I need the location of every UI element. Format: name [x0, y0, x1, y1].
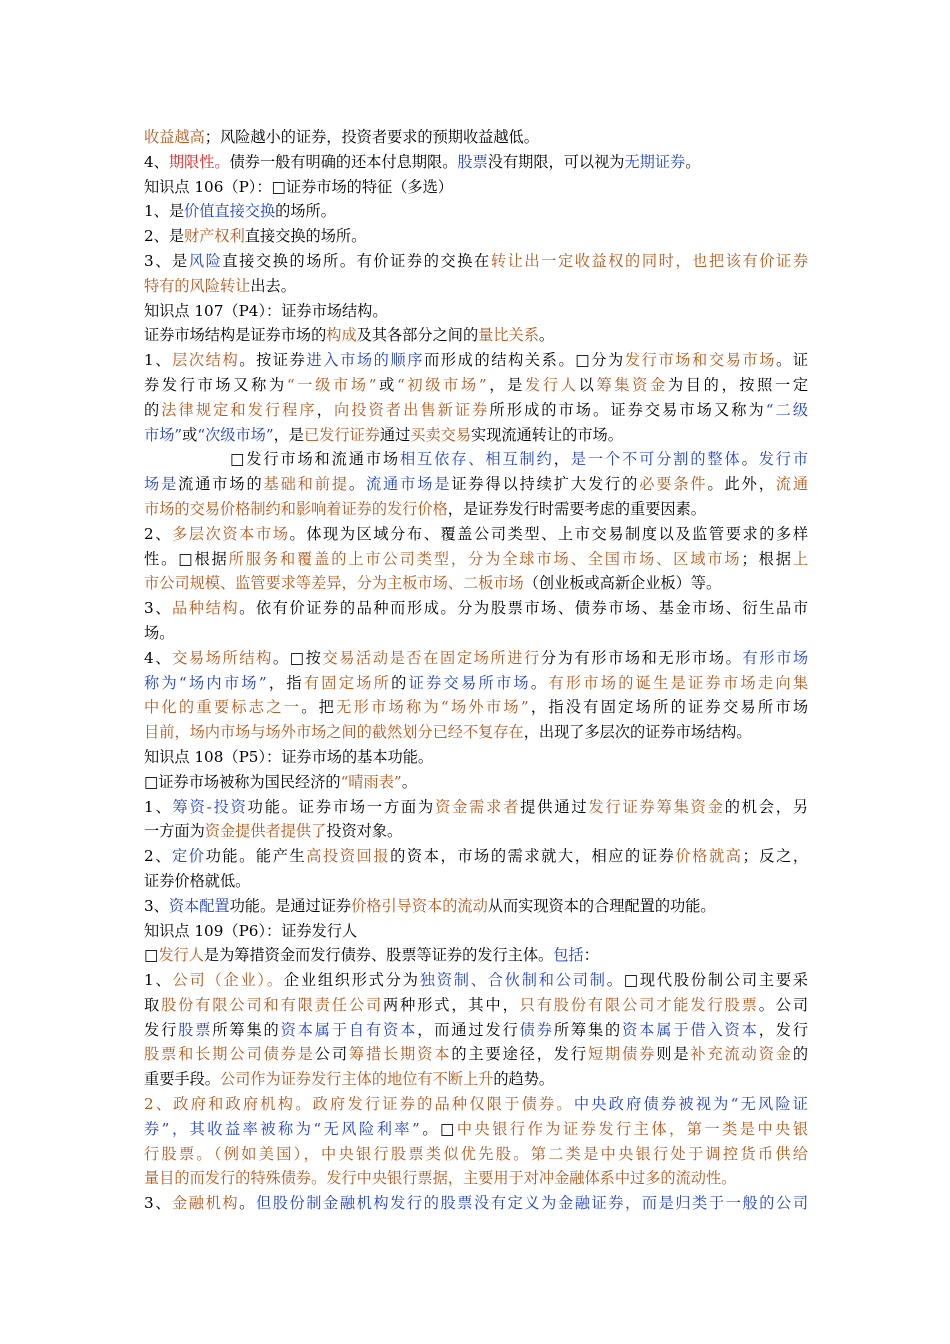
text-segment: ，是 [273, 425, 304, 444]
text-line [144, 993, 808, 1018]
text-line [144, 323, 808, 348]
text-segment: 2、政府和政府机构。政府发行证券的品种仅限于债券。 [144, 1095, 574, 1114]
text-segment: 行股票。（例如美国），中央银行股票类似优先股。第二类是中央银行处于调控货币供给 [144, 1144, 808, 1163]
text-segment: 有形市场 [742, 648, 808, 667]
text-segment: 转让出一定收益权的同时，也把该有价证券 [490, 251, 808, 270]
text-segment: 投资对象。 [326, 822, 403, 841]
text-segment: 公司（企业）。 [172, 971, 284, 990]
text-segment: 。此外， [707, 475, 776, 494]
text-segment: 构成 [326, 326, 357, 345]
text-segment: 知识点 108（P5）：证券市场的基本功能。 [144, 747, 434, 766]
text-segment: 功能。是通过证券 [229, 896, 352, 915]
text-line [144, 571, 808, 596]
text-segment: 交易场所结构 [172, 648, 273, 667]
text-segment: 出去。 [250, 276, 296, 295]
text-line [144, 646, 808, 671]
text-segment: ， [316, 400, 334, 419]
text-segment: 4、 [144, 648, 173, 667]
text-segment: 通过 [379, 425, 411, 444]
text-line [144, 1191, 808, 1216]
text-segment: 发行市场和交易市场 [624, 351, 777, 370]
text-segment: 量目的而发行的特殊债券。发行中央银行票据，主要用于对冲金融体系中过多的流动性。 [144, 1169, 737, 1188]
text-segment: 。 [685, 152, 701, 171]
text-line [144, 1117, 808, 1142]
text-segment: 知识点 107（P4）：证券市场结构。 [144, 301, 388, 320]
text-segment: 。 [538, 326, 555, 345]
text-segment: 功能。证券市场一方面为 [247, 797, 436, 816]
text-segment: 。 [401, 772, 417, 791]
text-segment: ，指没有固定场所的证券交易所市场 [528, 698, 808, 717]
text-segment: 向投资者出售新证券 [334, 400, 490, 419]
text-segment: 。 [530, 673, 549, 692]
text-segment: 1、是 [144, 202, 185, 221]
text-segment: 价值直接交换 [184, 202, 276, 221]
text-segment: “一级市场” [286, 375, 377, 394]
text-line [144, 795, 808, 820]
text-line [144, 968, 808, 993]
text-segment: 股票和长期公司债券是 [144, 1045, 315, 1064]
text-segment: 。把 [301, 698, 337, 717]
text-segment: ；反之， [742, 847, 808, 866]
text-line [144, 596, 808, 621]
text-segment: 直接交换的场所。 [244, 227, 367, 246]
text-segment: 市场的交易价格制约和影响着证券的发行价格 [144, 499, 448, 518]
text-segment: 筹集资金 [596, 375, 668, 394]
text-segment: 资金提供者提供了 [204, 822, 327, 841]
text-segment: 公司作为证券发行主体的地位有不断上升 [219, 1070, 494, 1089]
text-segment: 的 [391, 673, 409, 692]
text-segment: 中化的重要标志之一 [144, 698, 302, 717]
text-line [144, 348, 808, 373]
text-segment: 但股份制金融机构发行的股票没有定义为金融证券，而是归类于一般的公司 [255, 1194, 808, 1213]
text-segment: 定价 [172, 847, 206, 866]
text-segment: 金融机构 [172, 1194, 240, 1213]
text-segment: 发行人 [158, 946, 204, 965]
text-segment: 补充流动资金 [690, 1045, 793, 1064]
text-segment: 中央政府债券被视为“无风险证 [573, 1095, 808, 1114]
text-segment: 买卖交易 [410, 425, 472, 444]
text-segment: 债券 [519, 1020, 554, 1039]
text-segment: ；根据 [741, 549, 793, 568]
text-segment: 发行 [144, 1020, 179, 1039]
text-line [144, 1166, 808, 1191]
text-line [144, 224, 808, 249]
text-segment: 已发行证券 [303, 425, 380, 444]
text-segment: 取 [144, 995, 162, 1014]
text-segment: 收益越高 [144, 128, 205, 146]
text-line [144, 943, 808, 968]
text-segment: □发行市场和流通市场 [230, 450, 400, 469]
text-segment: □证券市场被称为国民经济的 [144, 772, 341, 791]
text-segment: 场是 [144, 475, 179, 494]
text-segment: 期限性。 [168, 152, 230, 171]
text-segment: 券”，其收益率被称为“无风险利率” [144, 1119, 420, 1138]
text-line [144, 373, 808, 398]
text-segment: 1、 [144, 971, 173, 990]
text-segment: 有形市场的诞生是证券市场走向集 [548, 673, 808, 692]
text-line [144, 1142, 808, 1167]
text-segment: 发行人 [525, 375, 579, 394]
text-segment: 筹措长期资本 [348, 1045, 452, 1064]
text-segment: 2、 [144, 847, 173, 866]
text-line [144, 472, 808, 497]
text-segment: 所筹集的 [212, 1020, 281, 1039]
text-segment: 功能。能产生 [205, 847, 307, 866]
text-segment: 量比关系 [478, 326, 539, 345]
text-segment: 流通市场的 [178, 475, 264, 494]
text-segment: □ [144, 946, 159, 965]
text-segment: 实现流通转让的市场。 [471, 425, 623, 444]
text-segment: 证券交易所市场 [408, 673, 531, 692]
text-segment: 3、是 [144, 251, 189, 270]
text-segment: 。□按 [272, 648, 323, 667]
text-segment: 目前，场内市场与场外市场之间的截然划分已经不复存在 [144, 723, 524, 742]
text-segment: 。 [741, 450, 759, 469]
text-line [144, 125, 808, 150]
text-segment: 一方面为 [144, 822, 205, 841]
text-segment: 必要条件 [639, 475, 708, 494]
text-line [144, 869, 808, 894]
text-segment: 有固定场所 [303, 673, 392, 692]
text-segment: 基础和前提 [263, 475, 349, 494]
text-line [144, 497, 808, 522]
text-line [144, 175, 808, 200]
text-segment: 。 [239, 1194, 256, 1213]
text-segment: 2、 [144, 524, 173, 543]
text-line [144, 844, 808, 869]
text-line [144, 274, 808, 299]
text-segment: 中央银行作为证券发行主体，第一类是中央银 [456, 1119, 808, 1138]
text-segment: 。按证券 [239, 351, 307, 370]
text-segment: 所服务和覆盖的上市公司类型，分为全球市场、全国市场、区域市场 [228, 549, 742, 568]
text-segment: 市公司规模、监管要求等差异，分为主板市场、二板市场 [144, 574, 524, 593]
text-segment: 是为筹措资金而发行债券、股票等证券的发行主体。 [203, 946, 554, 965]
text-segment: 的趋势。 [493, 1070, 555, 1089]
text-segment: 品种结构 [172, 599, 240, 618]
text-line [144, 547, 808, 572]
text-segment: 的资本，市场的需求就大，相应的证券 [390, 847, 676, 866]
text-segment: 法律规定和发行程序 [161, 400, 317, 419]
text-segment: 的 [792, 1045, 808, 1064]
text-segment: 知识点 106（P）：□证券市场的特征（多选） [144, 177, 453, 196]
text-segment: 称为“场内市场” [144, 673, 267, 692]
text-segment: ，是 [486, 375, 526, 394]
text-segment: 。证 [776, 351, 808, 370]
text-line [144, 720, 808, 745]
text-segment: 包括 [553, 946, 584, 965]
text-segment: 价格就高 [675, 847, 743, 866]
text-segment: 特有的风险转让 [144, 276, 251, 295]
text-segment: 3、 [144, 1194, 173, 1213]
text-segment: 重要手段。 [144, 1070, 220, 1089]
text-line [144, 621, 808, 646]
text-segment: 分为有形市场和无形市场。 [540, 648, 743, 667]
text-segment: 两种形式，其中， [383, 995, 520, 1014]
text-line [144, 150, 808, 175]
text-segment: 4、 [144, 152, 169, 171]
text-segment: 及其各部分之间的 [356, 326, 479, 345]
text-segment: 市场” [144, 425, 183, 444]
text-line [144, 1092, 808, 1117]
text-segment: 从而实现资本的合理配置的功能。 [487, 896, 716, 915]
text-segment: 流通 [775, 475, 808, 494]
text-segment: 进入市场的顺序 [306, 351, 425, 370]
text-segment: 股票 [178, 1020, 213, 1039]
text-segment: 发行证券筹集资金 [588, 797, 725, 816]
text-segment: 。 [348, 475, 366, 494]
text-segment: 或 [182, 425, 198, 444]
text-segment: 相互依存、相互制约 [399, 450, 554, 469]
text-segment: 的 [144, 400, 162, 419]
text-segment: 而形成的结构关系。□分为 [424, 351, 625, 370]
text-line [144, 423, 808, 448]
text-segment: 或 [376, 375, 397, 394]
text-line [144, 447, 808, 472]
text-segment: 则是 [656, 1045, 691, 1064]
text-segment: 资金需求者 [435, 797, 521, 816]
text-line [144, 894, 808, 919]
text-line [144, 199, 808, 224]
text-segment: 证券市场结构是证券市场的 [144, 326, 327, 345]
text-line [144, 1042, 808, 1067]
text-segment: （创业板或高新企业板）等。 [523, 574, 722, 593]
text-segment: 场。 [144, 623, 175, 642]
text-segment: 所筹集的 [553, 1020, 623, 1039]
text-segment: 独资制、合伙制和公司制 [419, 971, 607, 990]
text-segment: 层次结构 [172, 351, 240, 370]
text-segment: ，发行 [758, 1020, 808, 1039]
text-line [144, 398, 808, 423]
text-segment: 性。□根据 [144, 549, 229, 568]
text-segment: 高投资回报 [306, 847, 391, 866]
text-segment: 所形成的市场。证券交易市场又称为 [489, 400, 766, 419]
text-line [144, 522, 808, 547]
text-segment: 资本配置 [168, 896, 230, 915]
text-segment: 资本属于借入资本 [622, 1020, 759, 1039]
text-line [144, 299, 808, 324]
text-segment: 股份有限公司和有限责任公司 [161, 995, 384, 1014]
text-segment: 的机会，另 [724, 797, 808, 816]
text-segment: “晴雨表” [340, 772, 402, 791]
text-segment: 只有股份有限公司才能发行股票 [519, 995, 759, 1014]
text-segment: 知识点 109（P6）：证券发行人 [144, 921, 358, 940]
text-segment: 。公司 [758, 995, 808, 1014]
text-line [144, 1067, 808, 1092]
text-segment: 的主要途径，发行 [451, 1045, 588, 1064]
text-segment: 资本属于自有资本 [280, 1020, 418, 1039]
text-segment: 没有期限，可以视为 [487, 152, 625, 171]
text-segment: 发行市 [758, 450, 808, 469]
text-segment: “次级市场” [197, 425, 274, 444]
text-segment: 的场所。 [275, 202, 336, 221]
text-segment: 债券一般有明确的还本付息期限。 [229, 152, 458, 171]
text-segment: 2、是 [144, 227, 185, 246]
text-segment: 。体现为区域分布、覆盖公司类型、上市交易制度以及监管要求的多样 [289, 524, 808, 543]
text-segment: 为目的，按照一定 [667, 375, 808, 394]
document-body [144, 125, 808, 1216]
text-segment: 是一个不可分割的整体 [570, 450, 742, 469]
text-segment: 无期证券 [624, 152, 686, 171]
text-line [144, 671, 808, 696]
text-segment: 风险 [188, 251, 223, 270]
text-segment: 提供通过 [520, 797, 589, 816]
text-segment: “二级 [765, 400, 808, 419]
text-segment: 证券价格就低。 [144, 871, 251, 890]
text-line [144, 695, 808, 720]
text-segment: 短期债券 [587, 1045, 657, 1064]
text-segment: 。依有价证券的品种而形成。分为股票市场、债券市场、基金市场、衍生品市 [239, 599, 808, 618]
text-line [144, 819, 808, 844]
text-segment: 。□ [419, 1119, 457, 1138]
text-segment: 上 [792, 549, 808, 568]
text-segment: 多层次资本市场 [172, 524, 290, 543]
text-segment: 1、 [144, 351, 173, 370]
text-segment: ，出现了多层次的证券市场结构。 [523, 723, 752, 742]
text-segment: ： [583, 946, 599, 965]
text-segment: 企业组织形式分为 [283, 971, 420, 990]
text-line [144, 745, 808, 770]
text-segment: ，而通过发行 [417, 1020, 520, 1039]
text-segment: 券发行市场又称为 [144, 375, 287, 394]
text-segment: 交易活动是否在固定场所进行 [322, 648, 541, 667]
text-segment: 直接交换的场所。有价证券的交换在 [222, 251, 491, 270]
text-segment: 股票 [457, 152, 488, 171]
text-segment: 筹资-投资 [172, 797, 248, 816]
text-line [144, 919, 808, 944]
text-line [144, 1018, 808, 1043]
text-segment: 证券得以持续扩大发行的 [451, 475, 640, 494]
text-segment: 以 [578, 375, 597, 394]
text-segment: 。□现代股份制公司主要采 [606, 971, 808, 990]
text-line [144, 770, 808, 795]
text-segment: ， [553, 450, 571, 469]
text-segment: 公司 [314, 1045, 349, 1064]
text-segment: 无形市场称为“场外市场” [336, 698, 529, 717]
text-segment: 3、 [144, 896, 169, 915]
text-segment: “初级市场” [397, 375, 487, 394]
text-segment: 1、 [144, 797, 173, 816]
text-segment: 财产权利 [184, 227, 245, 246]
text-segment: ；风险越小的证券，投资者要求的预期收益越低。 [204, 128, 539, 146]
text-segment: ，是证券发行时需要考虑的重要因素。 [447, 499, 706, 518]
text-line [144, 249, 808, 274]
text-segment: 流通市场是 [365, 475, 452, 494]
text-segment: ，指 [266, 673, 304, 692]
text-segment: 3、 [144, 599, 173, 618]
text-segment: 价格引导资本的流动 [351, 896, 488, 915]
